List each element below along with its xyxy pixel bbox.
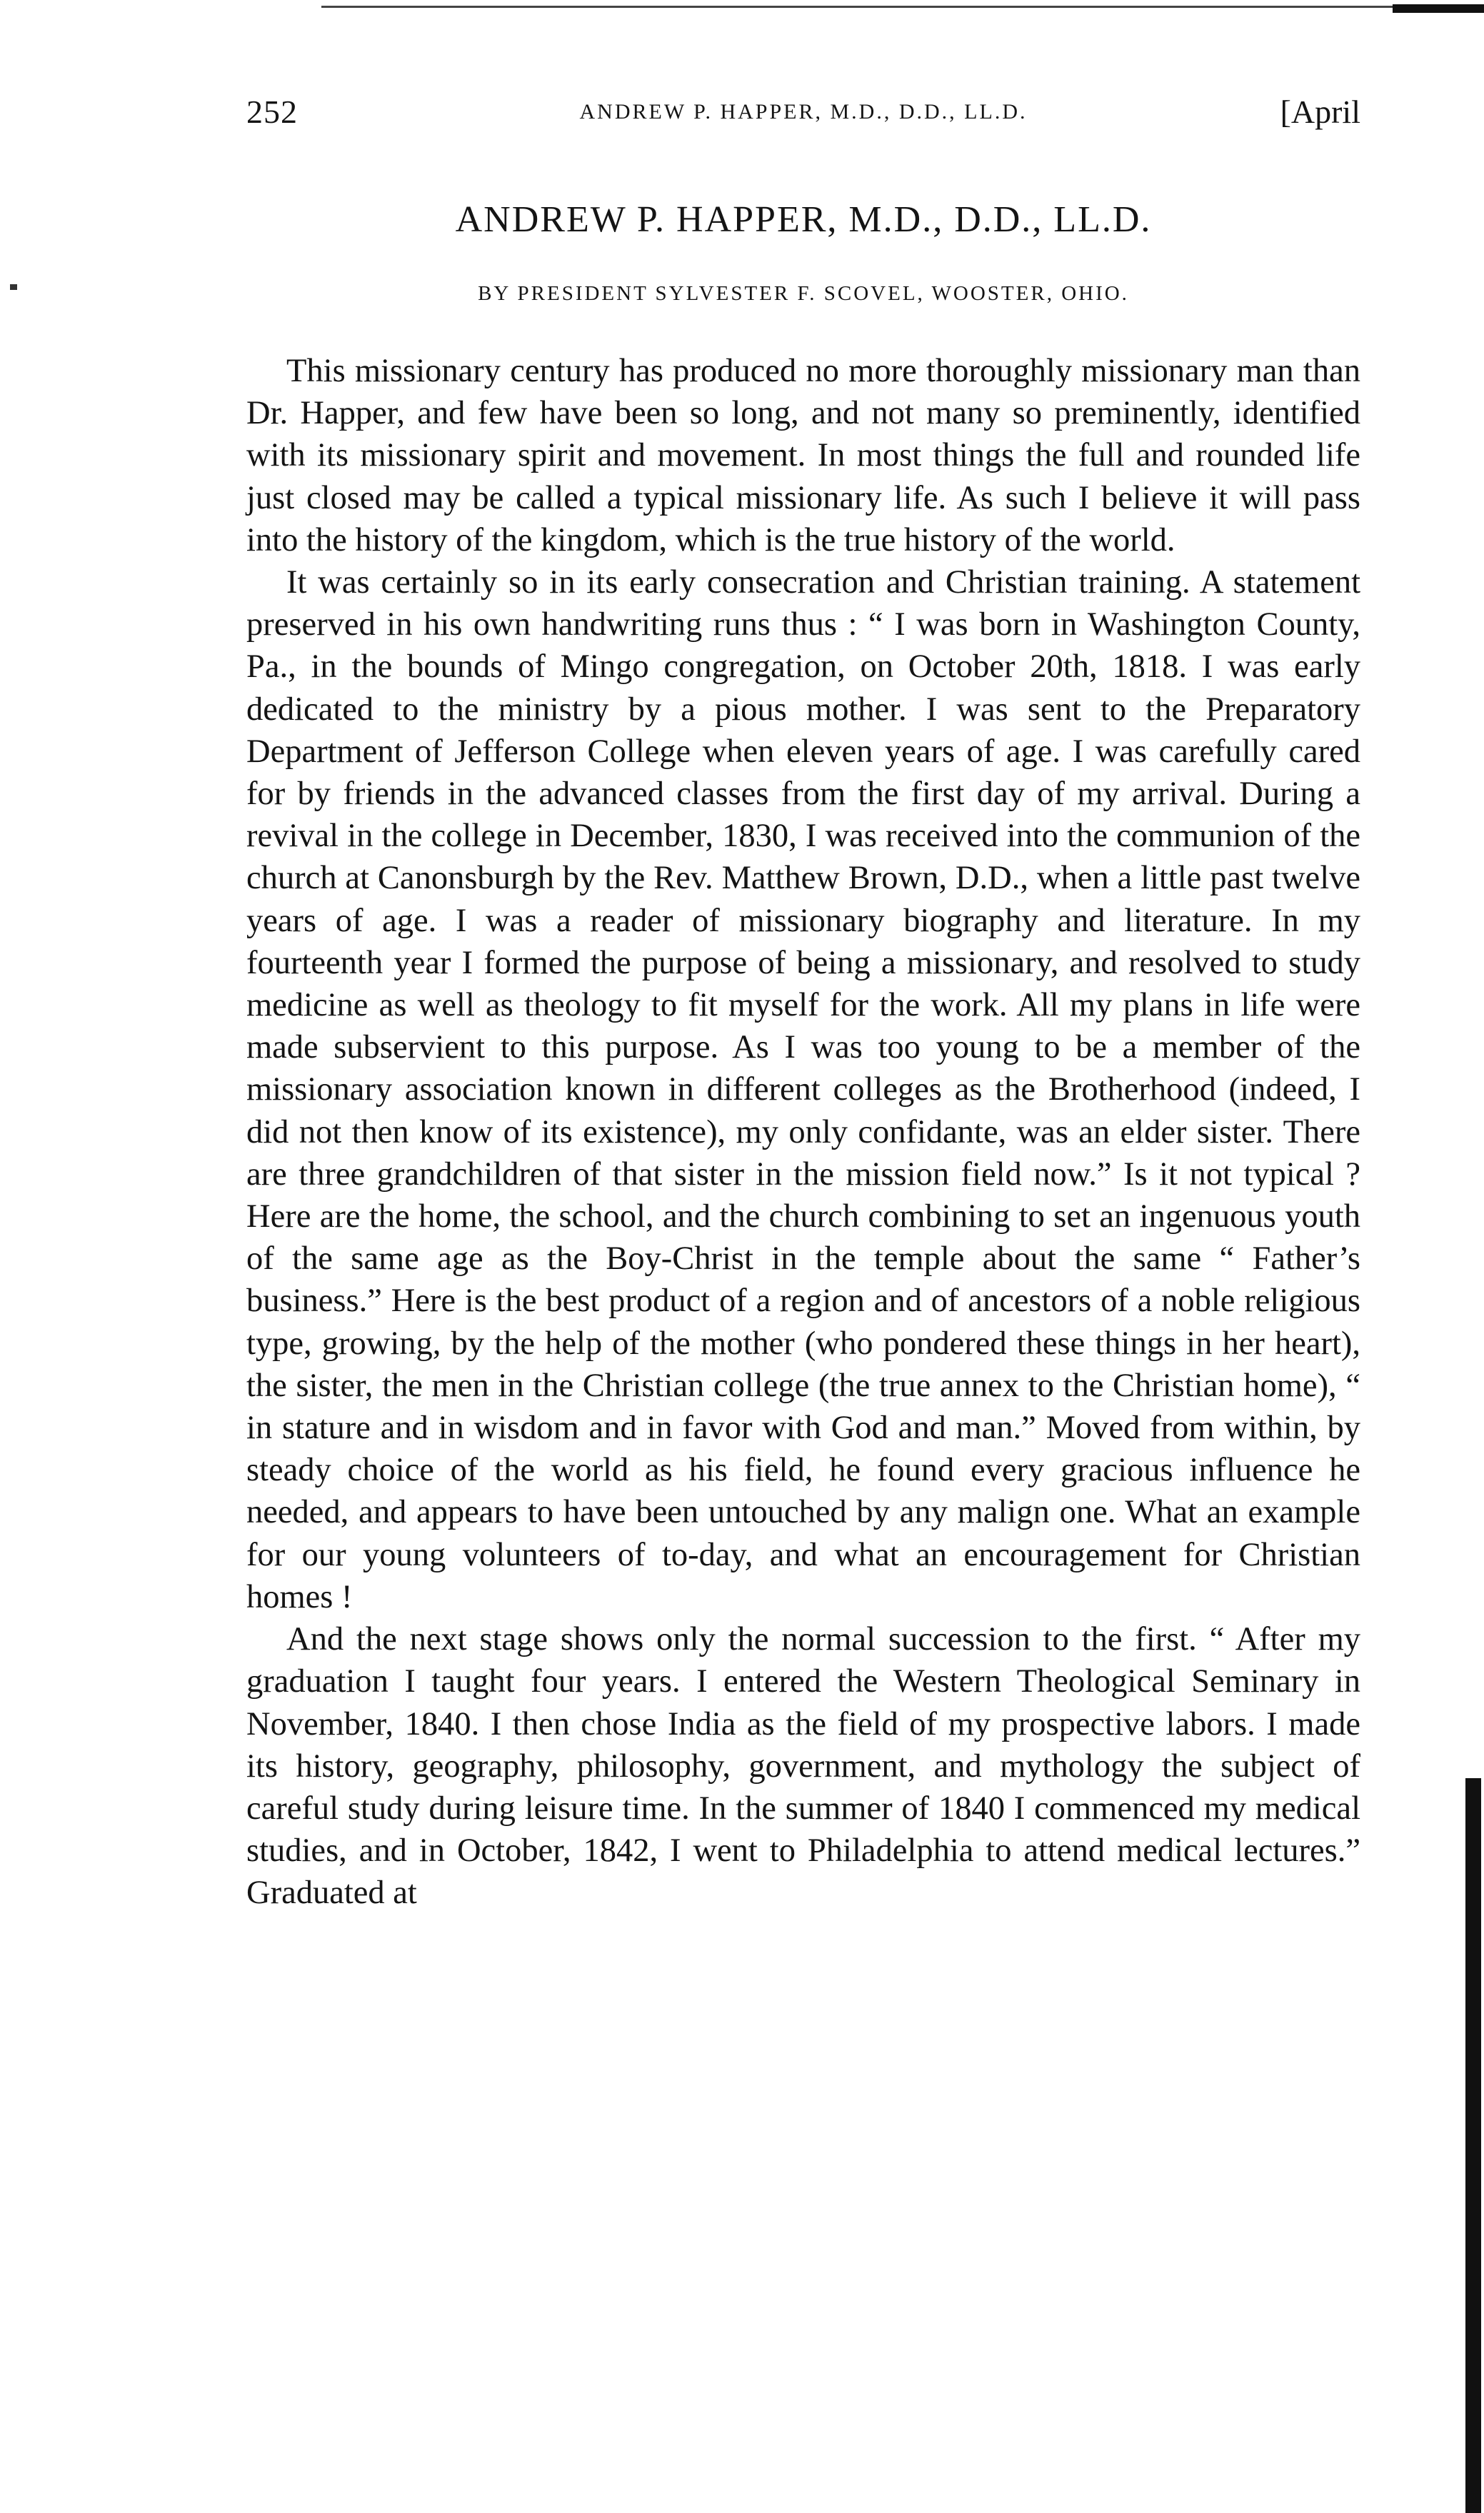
top-edge-mark <box>1393 4 1484 13</box>
running-month: [April <box>1280 94 1360 130</box>
running-head <box>246 93 1360 143</box>
paragraph-2: It was certainly so in its early consecration and Christian training. A statement preserved in his own handwriting runs thus : “ I was born in Washington County, Pa., in the bounds of Mingo congregation, on October 20th, 1818. I was early dedicated to the ministry by a pious mother. I was sent to the Preparatory Department of Jefferson College when eleven years of age. I was carefully cared for by friends in the advanced classes from the first day of my arrival. During a revival in the college in December, 1830, I was received into the communion of the church at Canonsburgh by the Rev. Matthew Brown, D.D., when a little past twelve years of age. I was a reader of missionary biography and literature. In my fourteenth year I formed the purpose of being a missionary, and resolved to study medicine as well as theology to fit myself for the work. All my plans in life were made subservient to this purpose. As I was too young to be a member of the missionary association known in different colleges as the Brotherhood (indeed, I did not then know of its existence), my only confidante, was an elder sister. There are three grandchildren of that sister in the mission field now.” Is it not typical ? Here are the home, the school, and the church combining to set an ingenuous youth of the same age as the Boy-Christ in the temple about the same “ Father’s business.” Here is the best product of a region and of ancestors of a noble religious type, growing, by the help of the mother (who pondered these things in her heart), the sister, the men in the Christian college (the true annex to the Christian home), “ in stature and in wisdom and in favor with God and man.” Moved from within, by steady choice of the world as his field, he found every gracious influence he needed, and appears to have been untouched by any malign one. What an example for our young volunteers of to-day, and what an encouragement for Christian homes ! <box>246 564 1360 1615</box>
byline: BY PRESIDENT SYLVESTER F. SCOVEL, WOOSTER, OHIO. <box>478 282 1129 305</box>
paragraph-3: And the next stage shows only the normal succession to the first. “ After my graduation I taught four years. I entered the Western Theological Seminary in November, 1840. I then chose India as the field of my prospective labors. I made its history, geography, philosophy, government, and mythology the subject of careful study during leisure time. In the summer of 1840 I commenced my medical studies, and in October, 1842, I went to Philadelphia to attend medical lectures.” Graduated at <box>246 1621 1360 1912</box>
page-number: 252 <box>246 94 298 130</box>
article-body <box>246 350 1360 1915</box>
margin-mark <box>10 284 17 290</box>
running-title: ANDREW P. HAPPER, M.D., D.D., LL.D. <box>579 100 1028 124</box>
article-title: ANDREW P. HAPPER, M.D., D.D., LL.D. <box>455 199 1152 240</box>
paragraph-1: This missionary century has produced no more thoroughly missionary man than Dr. Happer, and few have been so long, and not many so preminently, identified with its missionary spirit and movement. In most things the full and rounded life just closed may be called a typical missionary life. As such I believe it will pass into the history of the kingdom, which is the true history of the world. <box>246 353 1360 558</box>
right-edge-bar <box>1465 1778 1481 2513</box>
top-edge-rule <box>321 6 1484 8</box>
